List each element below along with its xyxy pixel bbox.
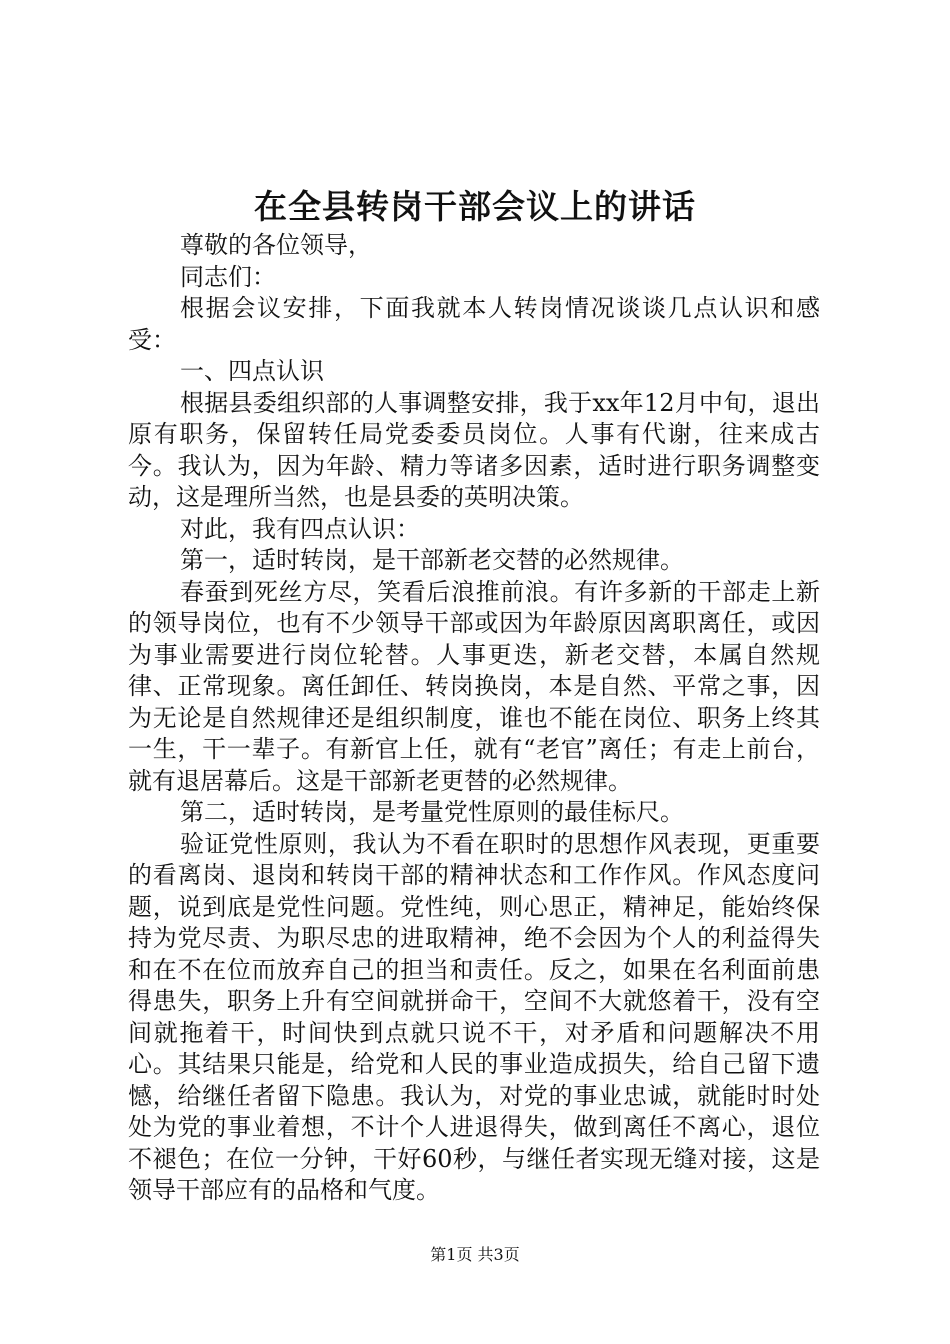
salutation-comrades: 同志们：: [180, 262, 276, 291]
section-heading-one: 一、四点认识: [180, 357, 324, 385]
page-footer: 第1页 共3页: [430, 1245, 520, 1264]
document-body: [128, 230, 820, 1207]
body-paragraph: 春蚕到死丝方尽，笑看后浪推前浪。有许多新的干部走上新的领导岗位，也有不少领导干部或因为年龄原因离职离任，或因为事业需要进行岗位轮替。人事更迭，新老交替，本属自然规律、正常现象。离任卸任、转岗换岗，本是自然、平常之事，因为无论是自然规律还是组织制度，谁也不能在岗位、职务上终其一生，干一辈子。有新官上任，就有“老官”离任；有走上前台，就有退居幕后。这是干部新老更替的必然规律。: [128, 577, 820, 795]
body-paragraph: 根据县委组织部的人事调整安排，我于xx年12月中旬，退出原有职务，保留转任局党委委员岗位。人事有代谢，往来成古今。我认为，因为年龄、精力等诸多因素，适时进行职务调整变动，这是理所当然，也是县委的英明决策。: [128, 388, 820, 511]
body-paragraph: 验证党性原则，我认为不看在职时的思想作风表现，更重要的看离岗、退岗和转岗干部的精神状态和工作作风。作风态度问题，说到底是党性问题。党性纯，则心思正，精神足，能始终保持为党尽责、为职尽忠的进取精神，绝不会因为个人的利益得失和在不在位而放弃自己的担当和责任。反之，如果在名利面前患得患失，职务上升有空间就拼命干，空间不大就悠着干，没有空间就拖着干，时间快到点就只说不干，对矛盾和问题解决不用心。其结果只能是，给党和人民的事业造成损失，给自己留下遗憾，给继任者留下隐患。我认为，对党的事业忠诚，就能时时处处为党的事业着想，不计个人进退得失，做到离任不离心，退位不褪色；在位一分钟，干好60秒，与继任者实现无缝对接，这是领导干部应有的品格和气度。: [128, 829, 820, 1204]
point-heading-first: 第一，适时转岗，是干部新老交替的必然规律。: [180, 546, 684, 574]
body-paragraph: 对此，我有四点认识：: [180, 514, 420, 543]
point-heading-second: 第二，适时转岗，是考量党性原则的最佳标尺。: [180, 798, 684, 826]
page-title: 在全县转岗干部会议上的讲话: [254, 187, 696, 226]
salutation-leaders: 尊敬的各位领导，: [180, 231, 372, 259]
intro-paragraph: 根据会议安排，下面我就本人转岗情况谈谈几点认识和感受：: [128, 294, 820, 354]
